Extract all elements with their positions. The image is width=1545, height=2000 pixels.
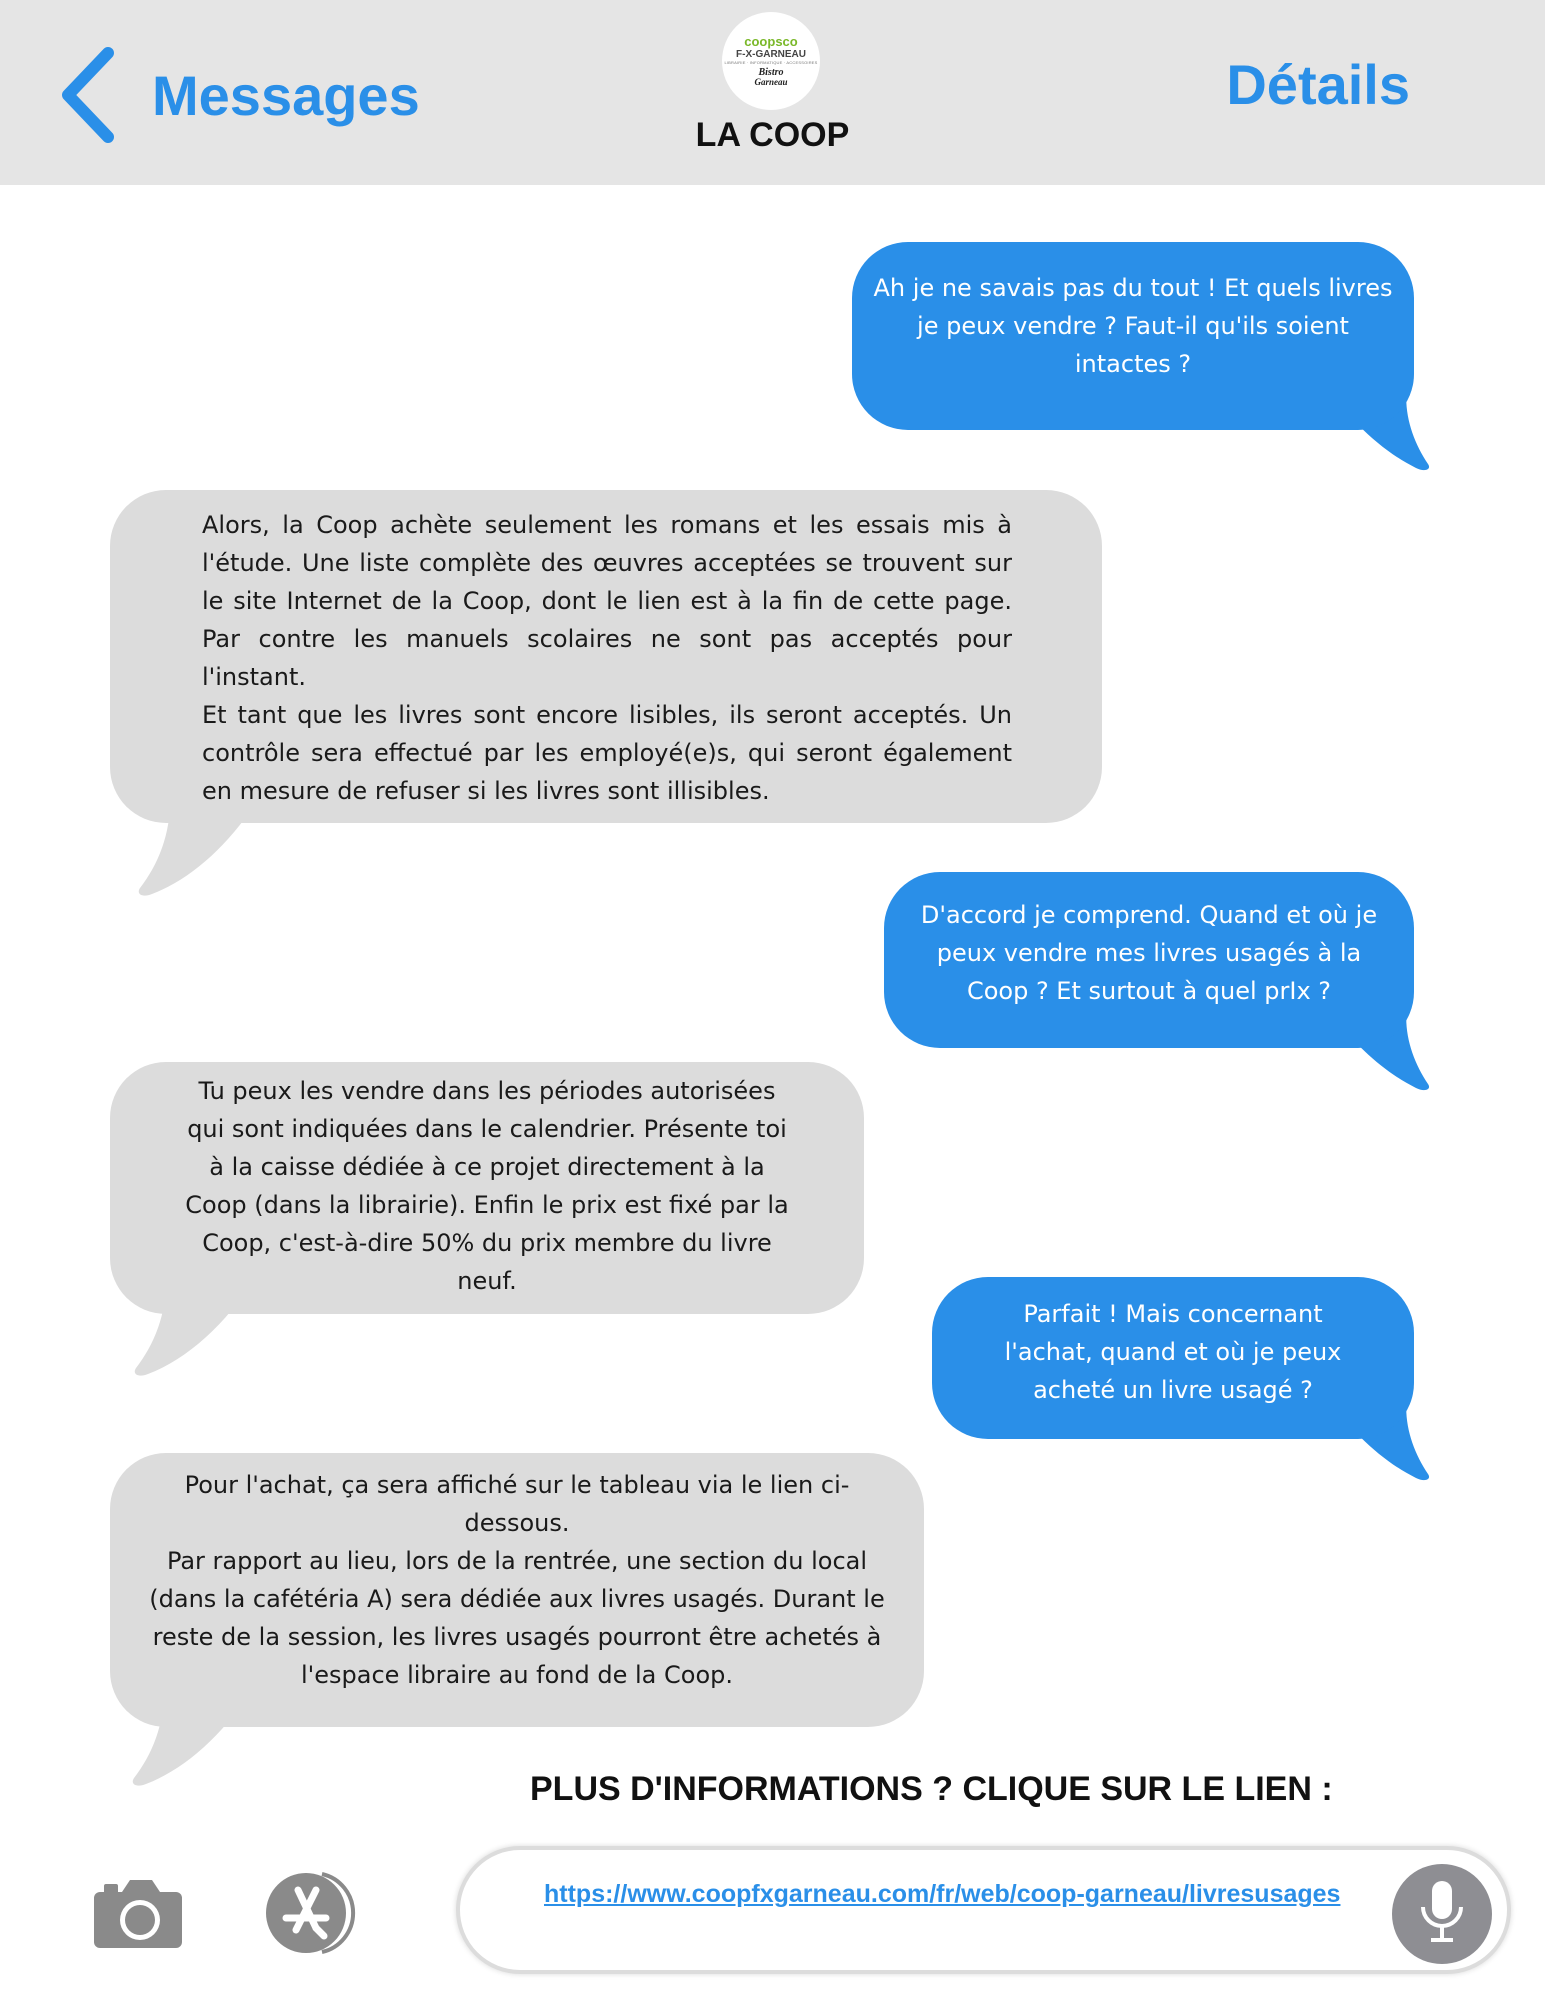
coop-link[interactable]: https://www.coopfxgarneau.com/fr/web/coop-garneau/livresusages [544,1880,1341,1908]
message-line: je peux vendre ? Faut-il qu'ils soient [917,312,1349,340]
message-line: neuf. [457,1267,517,1295]
microphone-icon [1419,1879,1465,1950]
contact-name: LA COOP [695,116,850,154]
message-line: Parfait ! Mais concernant [1023,1300,1323,1328]
message-line: Coop, c'est-à-dire 50% du prix membre du livre [202,1229,772,1257]
back-button-label: Messages [152,63,420,127]
message-line: D'accord je comprend. Quand et où je [920,901,1378,929]
message-bubble-sent[interactable] [884,872,1414,1048]
message-line: l'achat, quand et où je peux [1004,1338,1342,1366]
microphone-button[interactable] [1392,1864,1492,1964]
message-line: peux vendre mes livres usagés à la [936,939,1362,967]
app-store-icon[interactable] [258,1868,370,1963]
logo-line: coopsco [744,34,798,49]
message-line: Coop (dans la librairie). Enfin le prix est fixé par la [185,1191,789,1219]
message-bubble-sent[interactable] [932,1277,1414,1439]
message-line: l'espace libraire au fond de la Coop. [301,1661,733,1689]
message-line: Coop ? Et surtout à quel prIx ? [966,977,1332,1005]
message-line: (dans la cafétéria A) sera dédiée aux livres usagés. Durant le [149,1585,885,1613]
message-line: à la caisse dédiée à ce projet directement à la [209,1153,765,1181]
message-paragraph: Et tant que les livres sont encore lisibles, ils seront acceptés. Un contrôle sera effectué par les employé(e)s, qui seront également en mesure de refuser si les livres sont illisibles. [202,701,1012,805]
message-line: Pour l'achat, ça sera affiché sur le tableau via le lien ci- [184,1471,850,1499]
message-paragraph: Alors, la Coop achète seulement les romans et les essais mis à l'étude. Une liste complète des œuvres acceptées se trouvent sur le site Internet de la Coop, dont le lien est à la fin de cette page. Par contre les manuels scolaires ne sont pas acceptés pour l'instant. [202,511,1012,691]
message-line: reste de la session, les livres usagés pourront être achetés à [152,1623,882,1651]
message-bubble-received[interactable] [110,490,1102,823]
message-bubble-received[interactable] [110,1453,924,1727]
details-button[interactable]: Détails [1226,53,1410,116]
message-input[interactable] [456,1846,1511,1974]
nav-header [0,0,1545,185]
logo-line: F-X-GARNEAU [736,49,806,60]
message-line: qui sont indiquées dans le calendrier. Présente toi [187,1115,787,1143]
message-line: Tu peux les vendre dans les périodes autorisées [198,1077,776,1105]
camera-icon[interactable] [92,1878,184,1955]
message-line: acheté un livre usagé ? [1033,1376,1313,1404]
message-line: Par rapport au lieu, lors de la rentrée, une section du local [166,1547,868,1575]
logo-line: Garneau [754,77,788,87]
logo-line: LIBRAIRIE · INFORMATIQUE · ACCESSOIRES [724,60,818,65]
message-line: Ah je ne savais pas du tout ! Et quels livres [873,274,1393,302]
logo-line: Bistro [758,67,784,78]
message-line: dessous. [464,1509,570,1537]
message-line: intactes ? [1074,350,1192,378]
contact-avatar[interactable] [722,12,820,110]
message-bubble-sent[interactable] [852,242,1414,430]
message-bubble-received[interactable] [110,1062,864,1314]
more-info-heading: PLUS D'INFORMATIONS ? CLIQUE SUR LE LIEN : [530,1770,1333,1808]
